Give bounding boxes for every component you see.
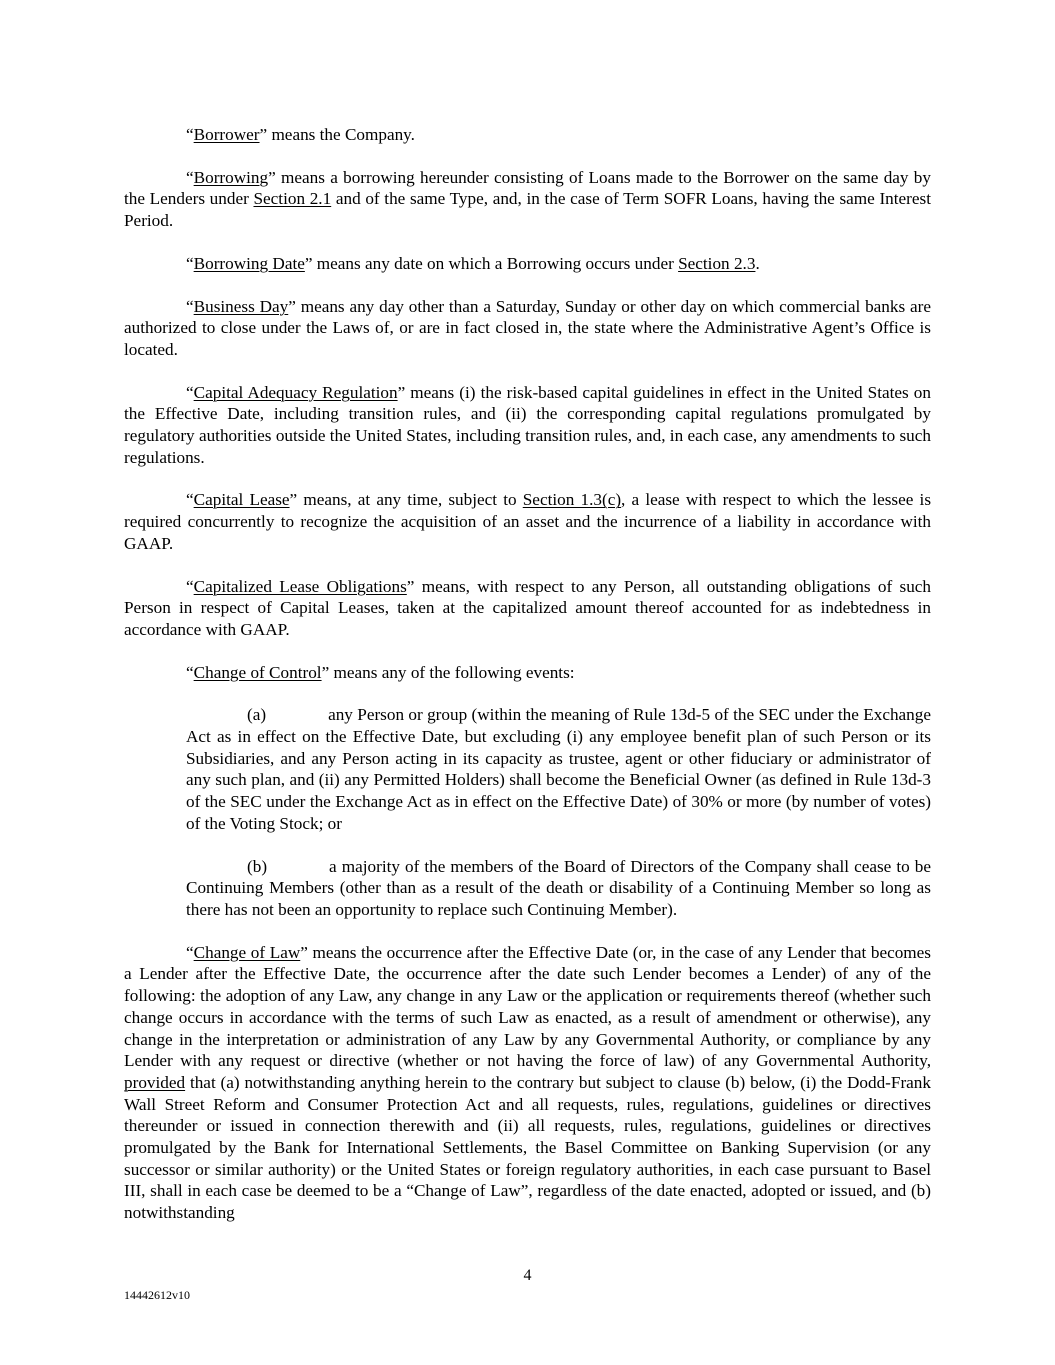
defined-term: Change of Control — [193, 662, 322, 682]
definition-text: , a lease with respect to which the lessee is required concurrently to recognize the acquisition of an asset and the incurrence of a liability in accordance with GAAP. — [124, 490, 932, 553]
open-quote: “ — [186, 167, 194, 187]
clause-label: (a) — [247, 705, 267, 725]
defined-term: Change of Law — [193, 942, 301, 962]
clause-text: any Person or group (within the meaning of Rule 13d-5 of the SEC under the Exchange Act as in effect on the Effective Date, but excluding (i) any employee benefit plan of such Person or its Subsidiaries, and any Person acting in its capacity as trustee, agent or other fiduciary or administrator of any such plan, and (ii) any Permitted Holders) shall become the Beneficial Owner (as defined in Rule 13d-3 of the SEC under the Exchange Act as in effect on the Effective Date) of 30% or more (by number of votes) of the Voting Stock; or — [186, 705, 931, 833]
definition-change-of-law — [124, 942, 931, 1224]
proviso-term: provided — [124, 1072, 186, 1092]
definition-text: ” means the Company. — [259, 125, 415, 144]
definition-borrower — [124, 124, 931, 146]
section-reference: Section 1.3(c) — [522, 490, 622, 510]
definition-text: ” means, with respect to any Person, all outstanding obligations of such Person in respect of Capital Leases, taken at the capitalized amount thereof accounted for as indebtedness in accordance with GAAP. — [124, 576, 932, 639]
definition-text: ” means a borrowing hereunder consisting of Loans made to the Borrower on the same day by the Lenders under — [124, 167, 931, 209]
change-of-control-clause-a — [186, 704, 931, 834]
document-body — [124, 124, 931, 1245]
page-number: 4 — [523, 1267, 532, 1284]
definition-text: ” means, at any time, subject to — [289, 490, 523, 510]
definition-capitalized-lease-obligations — [124, 576, 931, 641]
definition-borrowing-date — [124, 253, 931, 275]
open-quote: “ — [186, 662, 194, 682]
definition-change-of-control — [124, 662, 931, 684]
clause-text: a majority of the members of the Board of Directors of the Company shall cease to be Continuing Members (other than as a result of the death or disability of a Continuing Member so long as there has not been an opportunity to replace such Continuing Member). — [186, 856, 931, 919]
definition-text: ” means any date on which a Borrowing occurs under — [304, 253, 679, 273]
defined-term: Capital Lease — [193, 490, 290, 510]
defined-term: Borrowing — [193, 167, 269, 187]
open-quote: “ — [186, 576, 194, 596]
section-reference: Section 2.1 — [253, 189, 332, 209]
definition-text: ” means any day other than a Saturday, Sunday or other day on which commercial banks are authorized to close under the Laws of, or are in fact closed in, the state where the Administrative Agent’s Office is located. — [124, 296, 931, 359]
definition-capital-lease — [124, 489, 931, 554]
defined-term: Capital Adequacy Regulation — [193, 382, 398, 402]
definition-text: ” means (i) the risk-based capital guidelines in effect in the United States on the Effective Date, including transition rules, and (ii) the corresponding capital regulations promulgated by regulatory authorities outside the United States, including transition rules, and, in each case, any amendments to such regulations. — [124, 382, 931, 467]
document-id: 14442612v10 — [124, 1288, 190, 1302]
definition-business-day — [124, 296, 931, 361]
open-quote: “ — [186, 382, 194, 402]
section-reference: Section 2.3 — [678, 253, 756, 273]
definition-text: and of the same Type, and, in the case of Term SOFR Loans, having the same Interest Period. — [124, 189, 931, 231]
definition-borrowing — [124, 167, 931, 232]
clause-label: (b) — [247, 856, 268, 876]
open-quote: “ — [186, 490, 194, 510]
definition-capital-adequacy-regulation — [124, 382, 931, 469]
definition-text: ” means any of the following events: — [321, 662, 575, 682]
open-quote: “ — [186, 942, 194, 962]
definition-text: that (a) notwithstanding anything herein to the contrary but subject to clause (b) below, (i) the Dodd-Frank Wall Street Reform and Consumer Protection Act and all requests, rules, regulations, guidelines or directives thereunder or issued in connection therewith and (ii) all requests, rules, regulations, guidelines or directives promulgated by the Bank for International Settlements, the Basel Committee on Banking Supervision (or any successor or similar authority) or the United States or foreign regulatory authorities, in each case pursuant to Basel III, shall in each case be deemed to be a “Change of Law”, regardless of the date enacted, adopted or issued, and (b) notwithstanding — [124, 1072, 931, 1223]
open-quote: “ — [186, 253, 194, 273]
open-quote: “ — [186, 296, 194, 316]
defined-term: Borrowing Date — [193, 253, 305, 273]
defined-term: Borrower — [193, 125, 260, 144]
definition-text: . — [755, 253, 760, 273]
open-quote: “ — [186, 125, 194, 144]
change-of-control-clause-b — [186, 856, 931, 921]
defined-term: Business Day — [193, 296, 289, 316]
defined-term: Capitalized Lease Obligations — [193, 576, 407, 596]
definition-text: ” means the occurrence after the Effective Date (or, in the case of any Lender that becomes a Lender after the Effective Date, the occurrence after the date such Lender becomes a Lender) of any of the following: the adoption of any Law, any change in any Law or the application or requirements thereof (whether such change occurs in accordance with the terms of such Law as enacted, as a result of amendment or otherwise), any change in the interpretation or administration of any Law by any Governmental Authority, or compliance by any Lender with any request or directive (whether or not having the force of law) of any Governmental Authority, — [124, 942, 931, 1071]
